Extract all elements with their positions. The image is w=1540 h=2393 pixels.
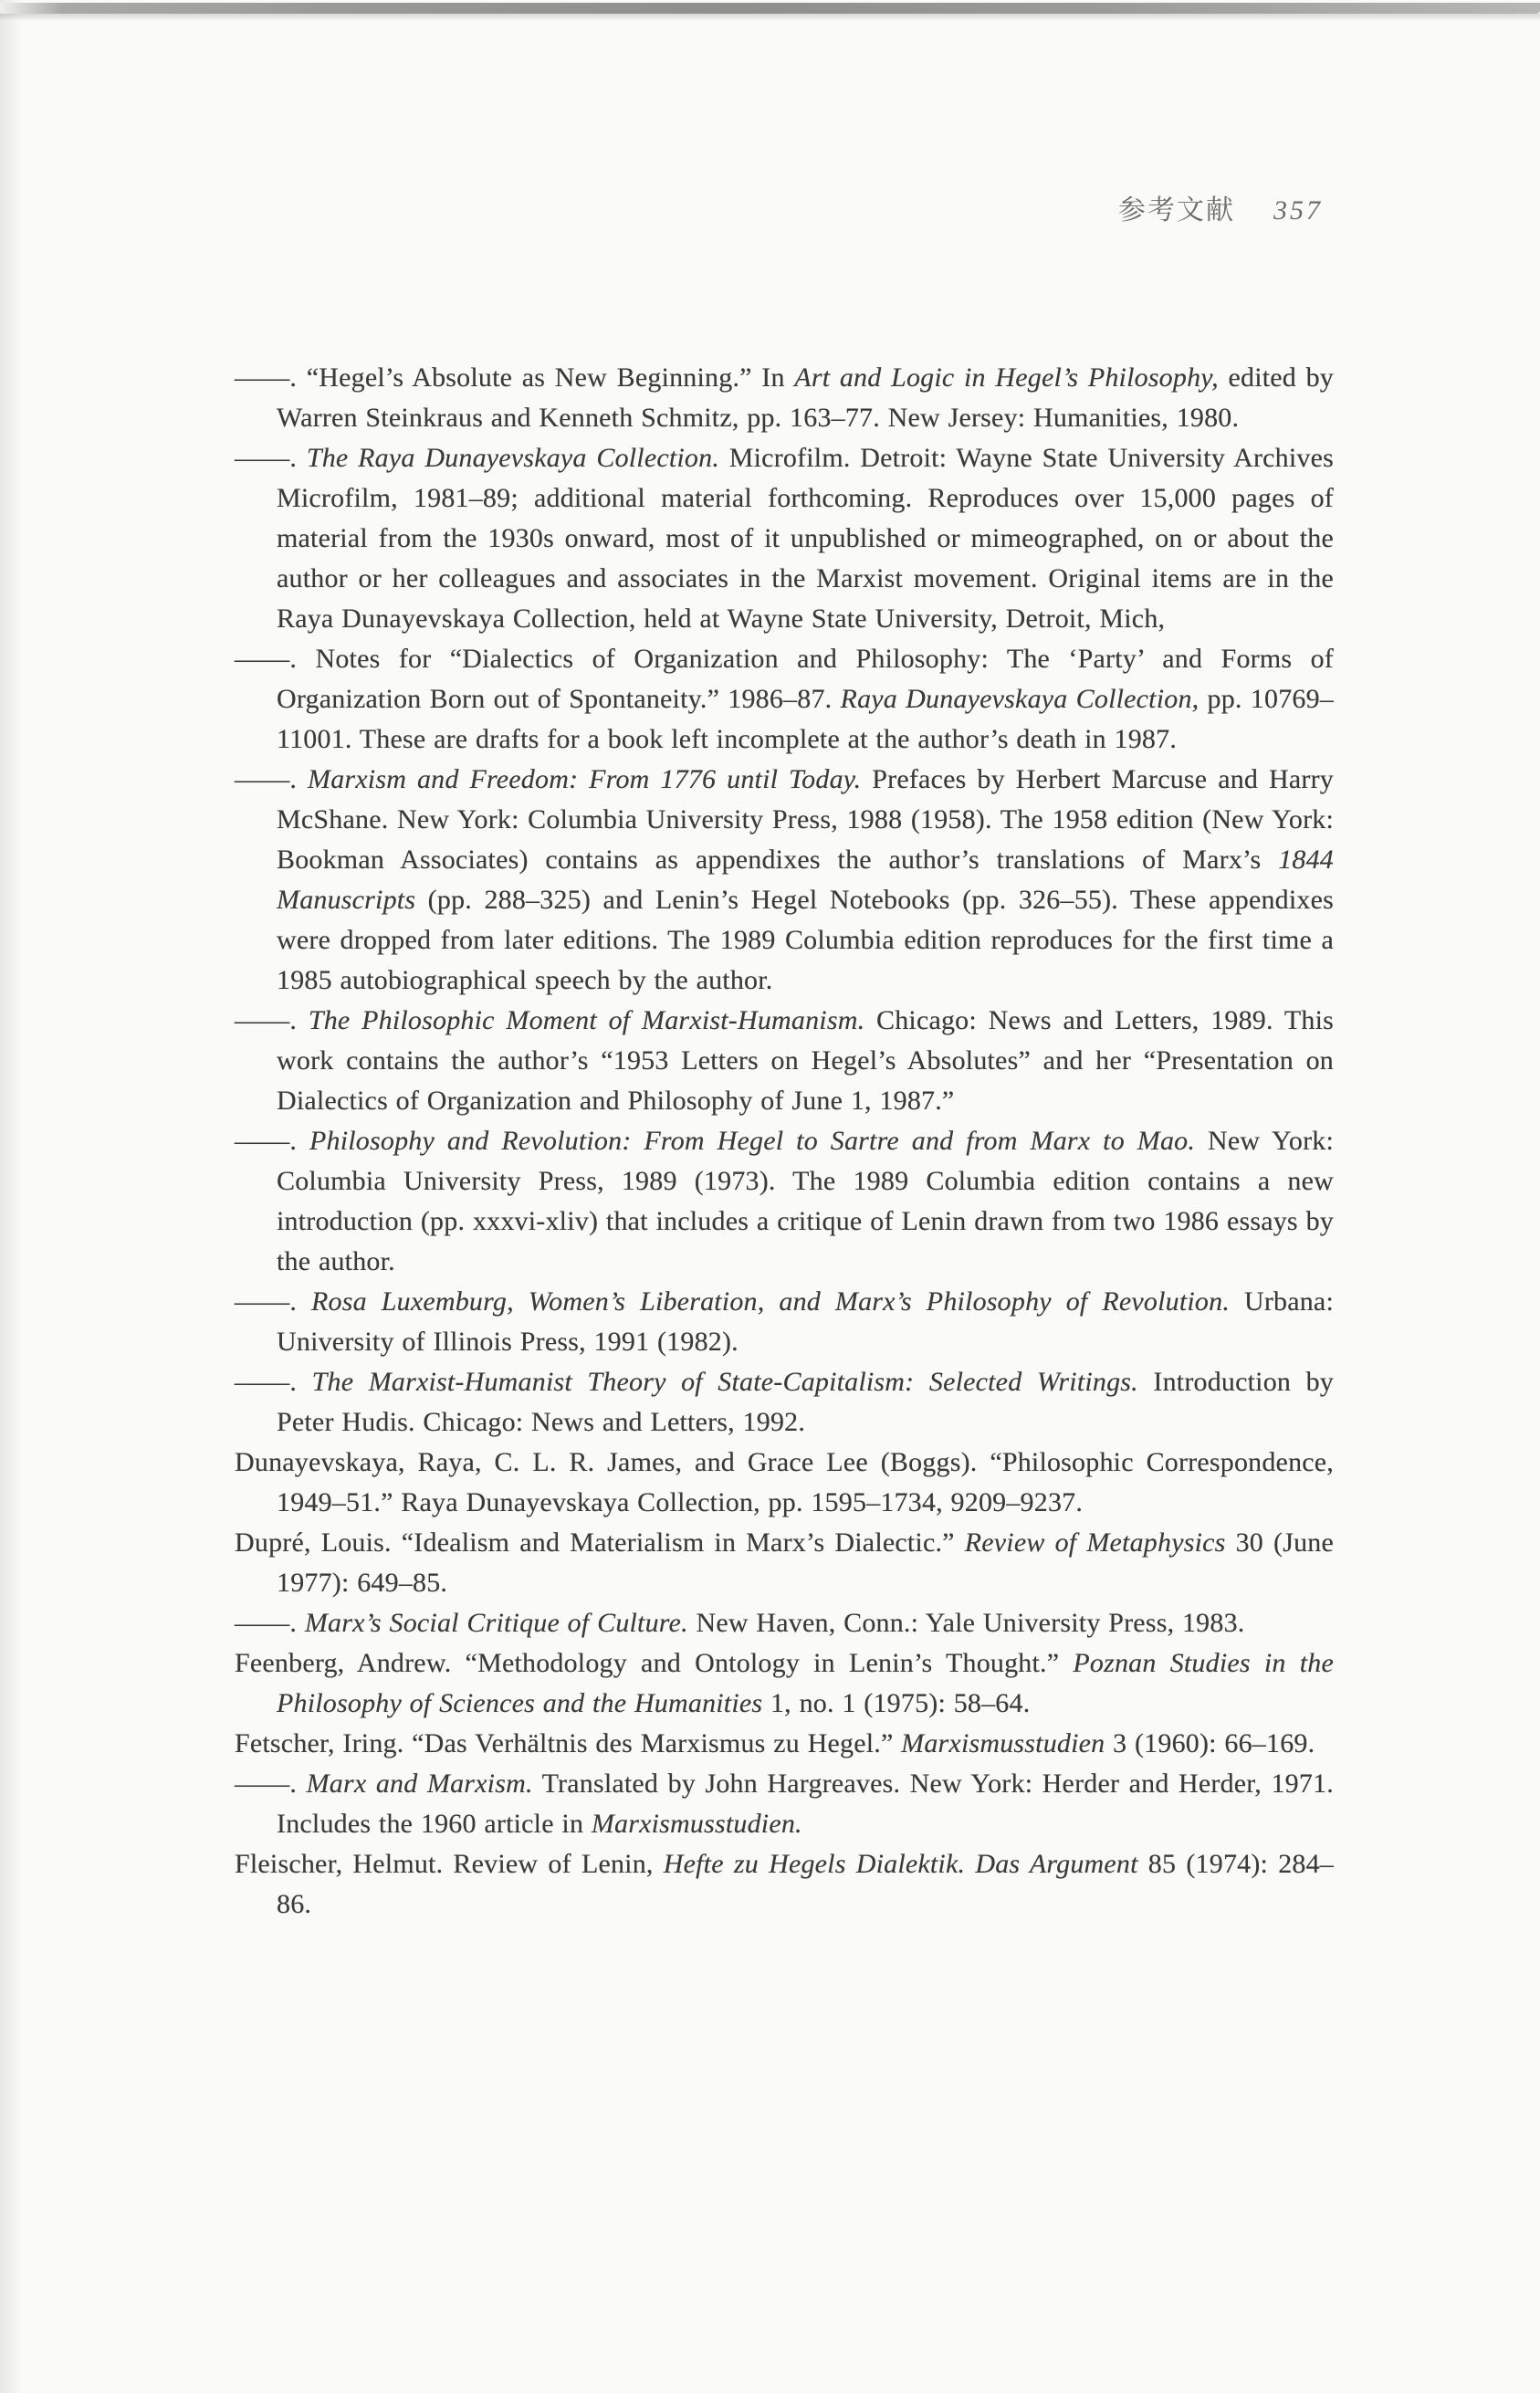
entry-text-segment: Fetscher, Iring. “Das Verhältnis des Marxismus zu Hegel.” — [235, 1728, 902, 1758]
entry-text-segment: Chicago: News and Letters, 1989. This work contains the author’s “1953 Letters on Hegel’s Absolutes” and her “Presentation on Dialectics of Organization and Philosophy of June 1, 1987.” — [277, 1005, 1334, 1116]
entry-title-segment: The Raya Dunayevskaya Collection. — [306, 443, 720, 473]
entry-text-segment: ——. — [235, 1769, 307, 1799]
entry-text-segment: Prefaces by Herbert Marcuse and Harry McShane. New York: Columbia University Press, 1988 (1958). The 1958 edition (New York: Bookman Associates) contains as appendixes the author’s translations of Marx’s — [277, 764, 1334, 875]
bibliography-entry — [235, 1443, 1334, 1523]
entry-text-segment: ——. — [235, 443, 307, 473]
bibliography-entry — [235, 1001, 1334, 1121]
entry-title-segment: Marxism and Freedom: From 1776 until Today. — [308, 764, 862, 794]
bibliography-entry — [235, 358, 1334, 438]
entry-text-segment: ——. — [235, 1608, 305, 1638]
bibliography-entry — [235, 760, 1334, 1001]
entry-title-segment: Marxismusstudien — [901, 1728, 1105, 1758]
entry-text-segment: ——. — [235, 1005, 309, 1035]
entry-text-segment: ——. — [235, 1367, 312, 1397]
entry-text-segment: Introduction by Peter Hudis. Chicago: News and Letters, 1992. — [277, 1367, 1334, 1437]
entry-text-segment: 3 (1960): 66–169. — [1105, 1728, 1315, 1758]
bibliography-entry — [235, 1523, 1334, 1603]
bibliography-entry — [235, 1121, 1334, 1282]
entry-title-segment: 1844 Manuscripts — [277, 845, 1334, 915]
entry-text-segment: Dunayevskaya, Raya, C. L. R. James, and Grace Lee (Boggs). “Philosophic Correspondence, 1949–51.” Raya Dunayevskaya Collection, pp. 1595–1734, 9209–9237. — [235, 1447, 1334, 1517]
entry-text-segment: 30 (June 1977): 649–85. — [277, 1527, 1334, 1598]
running-header — [1118, 195, 1323, 226]
entry-title-segment: Marxismusstudien. — [591, 1809, 802, 1839]
entry-text-segment: ——. — [235, 764, 309, 794]
bibliography-entry — [235, 1362, 1334, 1443]
entry-title-segment: The Marxist-Humanist Theory of State-Capitalism: Selected Writings. — [311, 1367, 1138, 1397]
bibliography-entry — [235, 1844, 1334, 1925]
entry-text-segment: ——. — [235, 1126, 309, 1156]
page-number: 357 — [1273, 195, 1323, 226]
bibliography-entry — [235, 438, 1334, 639]
entry-title-segment: Poznan Studies in the Philosophy of Sciences and the Humanities — [277, 1648, 1334, 1718]
entry-title-segment: Philosophy and Revolution: From Hegel to Sartre and from Marx to Mao. — [309, 1126, 1196, 1156]
bibliography-entry — [235, 1764, 1334, 1844]
entry-text-segment: 1, no. 1 (1975): 58–64. — [762, 1688, 1031, 1718]
entry-text-segment: Feenberg, Andrew. “Methodology and Ontology in Lenin’s Thought.” — [235, 1648, 1074, 1678]
entry-text-segment: (pp. 288–325) and Lenin’s Hegel Notebooks (pp. 326–55). These appendixes were dropped from later editions. The 1989 Columbia edition reproduces for the first time a 1985 autobiographical speech by the author. — [277, 885, 1334, 995]
bibliography-entry — [235, 1603, 1334, 1643]
entry-title-segment: Marx and Marxism. — [306, 1769, 533, 1799]
scan-edge-artifact — [0, 3, 1540, 14]
bibliography-list — [235, 358, 1334, 1925]
entry-text-segment: New York: Columbia University Press, 1989 (1973). The 1989 Columbia edition contains a new introduction (pp. xxxvi-xliv) that includes a critique of Lenin drawn from two 1986 essays by the author. — [277, 1126, 1334, 1276]
entry-title-segment: Raya Dunayevskaya Collection, — [840, 684, 1200, 714]
entry-title-segment: Art and Logic in Hegel’s Philosophy, — [794, 362, 1219, 393]
bibliography-entry — [235, 639, 1334, 760]
entry-title-segment: The Philosophic Moment of Marxist-Humanism. — [308, 1005, 865, 1035]
entry-text-segment: 85 (1974): 284–86. — [277, 1849, 1335, 1919]
entry-text-segment: edited by Warren Steinkraus and Kenneth Schmitz, pp. 163–77. New Jersey: Humanities, 1980. — [277, 362, 1334, 433]
entry-text-segment: pp. 10769–11001. These are drafts for a book left incomplete at the author’s death in 1987. — [277, 684, 1334, 754]
entry-text-segment: Urbana: University of Illinois Press, 1991 (1982). — [277, 1286, 1334, 1357]
entry-text-segment: Dupré, Louis. “Idealism and Materialism in Marx’s Dialectic.” — [235, 1527, 965, 1558]
entry-text-segment: Translated by John Hargreaves. New York: Herder and Herder, 1971. Includes the 1960 article in — [277, 1769, 1334, 1839]
entry-title-segment: Marx’s Social Critique of Culture. — [304, 1608, 688, 1638]
entry-text-segment: ——. “Hegel’s Absolute as New Beginning.” In — [235, 362, 795, 393]
entry-text-segment: ——. Notes for “Dialectics of Organization and Philosophy: The ‘Party’ and Forms of Organization Born out of Spontaneity.” 1986–87. — [235, 644, 1334, 714]
entry-text-segment: New Haven, Conn.: Yale University Press, 1983. — [687, 1608, 1245, 1638]
entry-text-segment: Fleischer, Helmut. Review of Lenin, — [235, 1849, 664, 1879]
section-title: 参考文献 — [1118, 195, 1235, 226]
entry-text-segment: Microfilm. Detroit: Wayne State University Archives Microfilm, 1981–89; additional material forthcoming. Reproduces over 15,000 pages of material from the 1930s onward, most of it unpublished or mimeographed, on or about the author or her colleagues and associates in the Marxist movement. Original items are in the Raya Dunayevskaya Collection, held at Wayne State University, Detroit, Mich, — [277, 443, 1334, 634]
entry-title-segment: Hefte zu Hegels Dialektik. Das Argument — [663, 1849, 1138, 1879]
entry-title-segment: Rosa Luxemburg, Women’s Liberation, and Marx’s Philosophy of Revolution. — [311, 1286, 1231, 1317]
bibliography-entry — [235, 1724, 1334, 1764]
entry-title-segment: Review of Metaphysics — [964, 1527, 1226, 1558]
bibliography-entry — [235, 1643, 1334, 1724]
bibliography-entry — [235, 1282, 1334, 1362]
entry-text-segment: ——. — [235, 1286, 312, 1317]
